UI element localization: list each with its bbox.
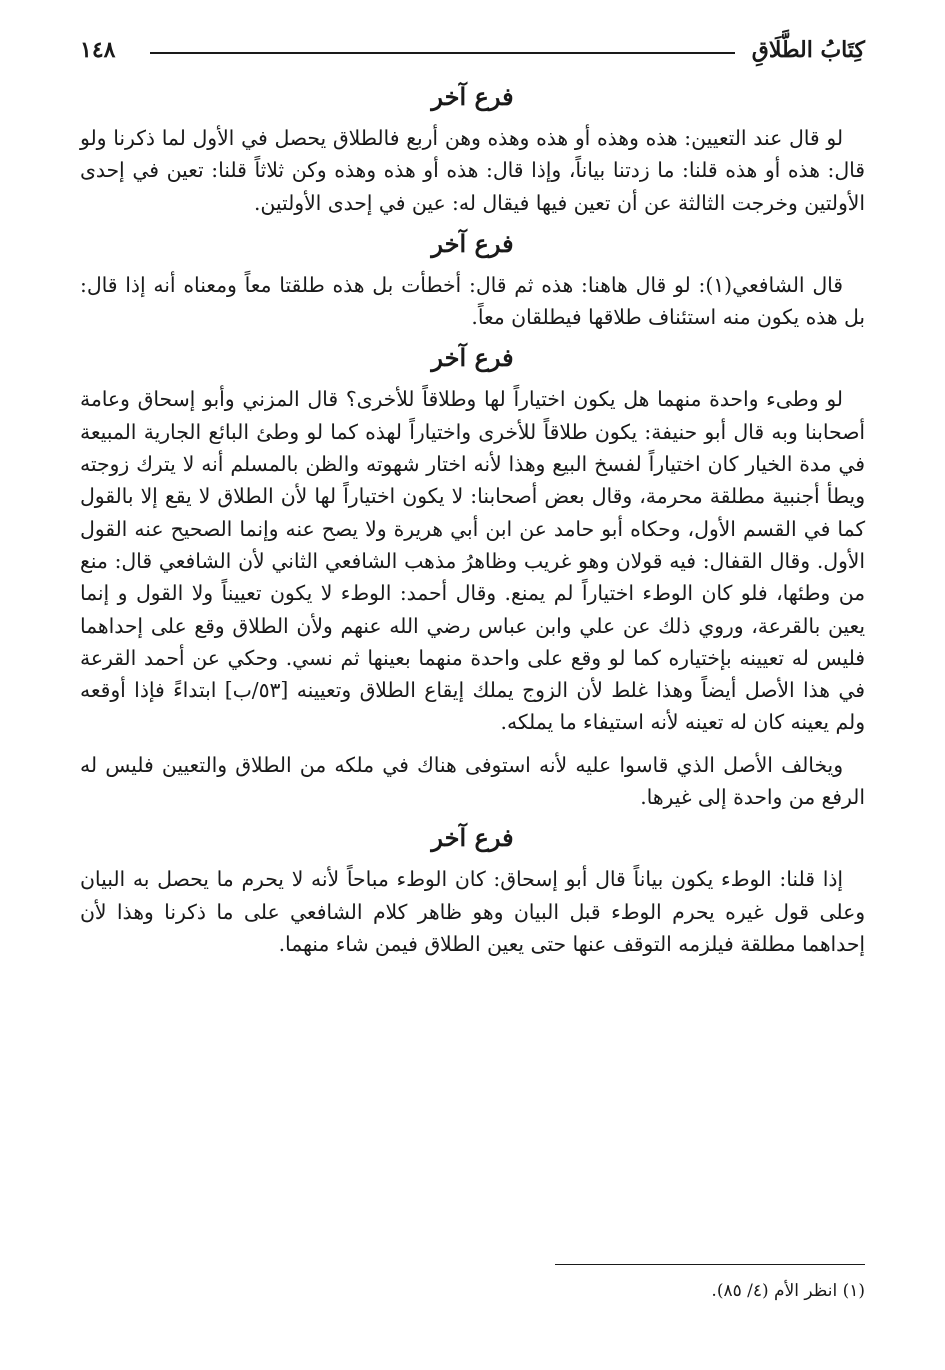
- paragraph: لو وطىء واحدة منهما هل يكون اختياراً لها وطلاقاً للأخرى؟ قال المزني وأبو إسحاق وعامة أصحابنا وبه قال أبو حنيفة: يكون طلاقاً للأخرى واختياراً لهذه كما لو وطئ البائع الجارية المبيعة في مدة الخيار كان اختياراً لفسخ البيع وهذا لأنه اختار شهوته والظن بالمسلم أنه لا يترك زوجته ويطأ أجنبية مطلقة محرمة، وقال بعض أصحابنا: لا يكون اختياراً لها لأن الطلاق لا يقع إلا بالقول كما في القسم الأول، وحكاه أبو حامد عن ابن أبي هريرة ولا يصح عنه وإنما الصحيح عنه القول الأول. وقال القفال: فيه قولان وهو غريب وظاهرُ مذهب الشافعي الثاني لأن الشافعي قال: منع من وطئها، فلو كان الوطء اختياراً لم يمنع. وقال أحمد: الوطء لا يكون تعييناً ولا القول و إنما يعين بالقرعة، وروي ذلك عن علي وابن عباس رضي الله عنهم ولأن الطلاق وقع على إحداهما فليس له تعيينه بإختياره كما لو وقع على واحدة منهما بعينها ثم نسي. وحكي عن أحمد القرعة في هذا الأصل أيضاً وهذا غلط لأن الزوج يملك إيقاع الطلاق وتعيينه [٥٣/ب] ابتداءً فإذا أوقعه ولم يعينه كان له تعينه لأنه استيفاء ما يملكه.: [80, 387, 865, 735]
- section-title: فرع آخر: [431, 82, 514, 111]
- section-1: [80, 72, 865, 219]
- book-page: [80, 28, 865, 1338]
- paragraph: لو قال عند التعيين: هذه وهذه أو هذه وهذه وهن أربع فالطلاق يحصل في الأول لما ذكرنا ولو قال: هذه أو هذه قلنا: ما زدتنا بياناً، وإذا قال: هذه أو هذه وهذه وكن ثلاثاً قلنا: تعين في إحدى الأولتين وخرجت الثالثة عن أن تعين فيها فيقال له: عين في إحدى الأولتين.: [80, 126, 865, 215]
- book-title: كِتَابُ الطَّلَاقِ: [751, 37, 865, 63]
- page-number: ١٤٨: [80, 37, 116, 63]
- section-title: فرع آخر: [431, 343, 514, 373]
- section-2: [80, 219, 865, 334]
- paragraph: ويخالف الأصل الذي قاسوا عليه لأنه استوفى هناك في ملكه من الطلاق والتعيين فليس له الرفع من واحدة إلى غيرها.: [80, 752, 865, 810]
- running-head: [80, 28, 865, 72]
- paragraph: قال الشافعي(١): لو قال هاهنا: هذه ثم قال: أخطأت بل هذه طلقتا معاً ومعناه أنه إذا قال: بل هذه يكون منه استئناف طلاقها فيطلقان معاً.: [80, 272, 865, 330]
- header-rule: [150, 52, 735, 54]
- section-3: [80, 333, 865, 813]
- section-title: فرع آخر: [431, 823, 514, 853]
- footnote: (١) انظر الأم (٤/ ٨٥).: [711, 1281, 865, 1301]
- footnote-rule: [555, 1264, 865, 1265]
- section-4: [80, 813, 865, 960]
- section-title: فرع آخر: [431, 228, 514, 258]
- paragraph: إذا قلنا: الوطء يكون بياناً قال أبو إسحاق: كان الوطء مباحاً لأنه لا يحرم ما يحصل به البيان وعلى قول غيره يحرم الوطء قبل البيان وهو ظاهر كلام الشافعي على ما ذكرنا وهذا لأن إحداهما مطلقة فيلزمه التوقف عنها حتى يعين الطلاق فيمن شاء منهما.: [80, 867, 865, 956]
